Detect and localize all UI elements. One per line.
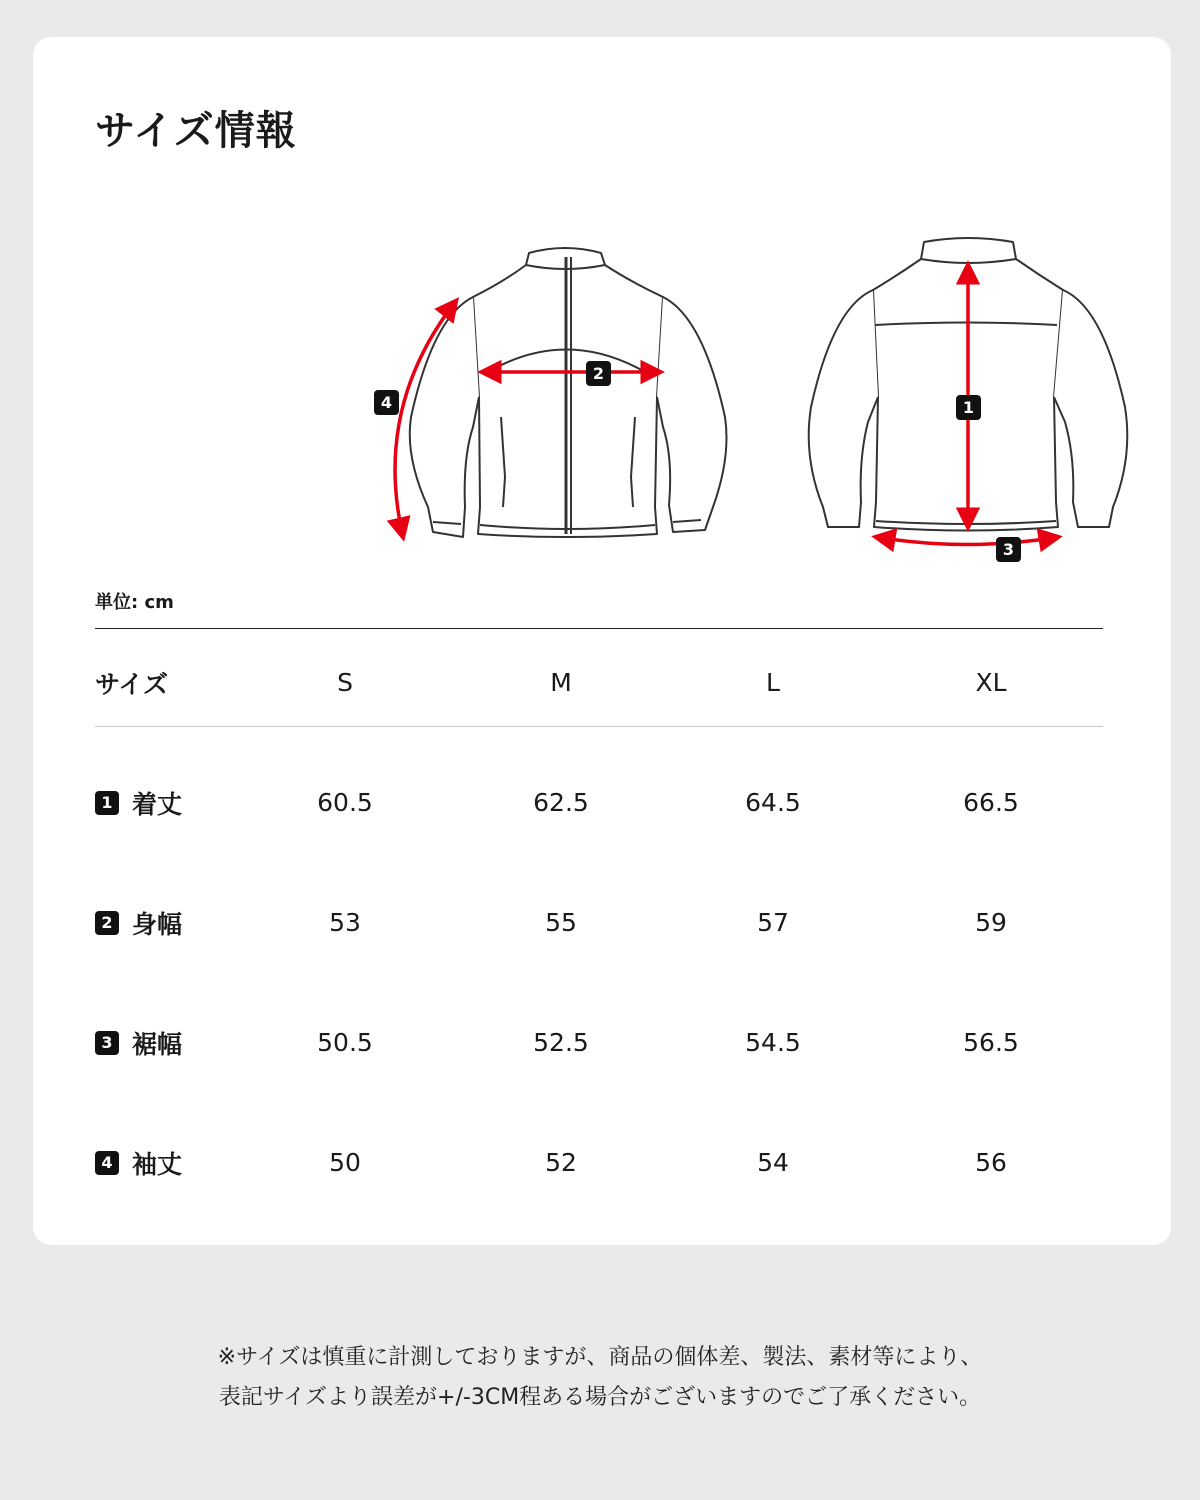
note-line-2: 表記サイズより誤差が+/-3CM程ある場合がございますのでご了承ください。 — [218, 1385, 982, 1410]
table-header-rule — [95, 726, 1103, 727]
header-size-label: サイズ — [95, 670, 169, 699]
header-size-m: M — [550, 668, 572, 697]
table-cell: 54 — [757, 1148, 789, 1177]
jacket-measurement-diagram — [33, 37, 1171, 577]
row-label: 袖丈 — [132, 1150, 183, 1179]
table-cell: 53 — [329, 908, 361, 937]
header-size-s: S — [337, 668, 353, 697]
table-row-length — [95, 773, 1103, 833]
row-badge: 1 — [95, 791, 119, 815]
table-cell: 52.5 — [533, 1028, 589, 1057]
marker-4-text: 4 — [380, 393, 393, 412]
page-title: サイズ情報 — [95, 108, 297, 154]
table-cell: 54.5 — [745, 1028, 801, 1057]
row-badge: 2 — [95, 911, 119, 935]
table-cell: 59 — [975, 908, 1007, 937]
table-cell: 52 — [545, 1148, 577, 1177]
marker-2-text: 2 — [592, 364, 605, 383]
arrow-hem-width — [876, 537, 1058, 545]
marker-2-badge — [586, 361, 611, 386]
row-label: 身幅 — [132, 910, 183, 939]
table-row-body-width — [95, 893, 1103, 953]
table-top-rule — [95, 628, 1103, 629]
jacket-front-illustration — [410, 248, 727, 537]
note-line-1: ※サイズは慎重に計測しておりますが、商品の個体差、製法、素材等により、 — [217, 1345, 983, 1370]
table-header-row — [95, 653, 1103, 713]
table-row-sleeve-length — [95, 1133, 1103, 1193]
table-cell: 50 — [329, 1148, 361, 1177]
marker-3-text: 3 — [1002, 540, 1015, 559]
header-size-l: L — [766, 668, 780, 697]
table-cell: 56.5 — [963, 1028, 1019, 1057]
marker-4-badge — [374, 390, 399, 415]
table-cell: 62.5 — [533, 788, 589, 817]
row-badge: 3 — [95, 1031, 119, 1055]
row-label: 裾幅 — [132, 1030, 183, 1059]
size-info-card — [33, 37, 1171, 1245]
table-cell: 60.5 — [317, 788, 373, 817]
table-cell: 55 — [545, 908, 577, 937]
table-cell: 50.5 — [317, 1028, 373, 1057]
unit-label: 単位: cm — [95, 592, 174, 613]
header-size-xl: XL — [975, 668, 1007, 697]
marker-1-text: 1 — [962, 398, 975, 417]
table-row-hem-width — [95, 1013, 1103, 1073]
marker-1-badge — [956, 395, 981, 420]
table-cell: 64.5 — [745, 788, 801, 817]
disclaimer-note — [0, 1338, 1200, 1418]
table-cell: 56 — [975, 1148, 1007, 1177]
marker-3-badge — [996, 537, 1021, 562]
row-badge: 4 — [95, 1151, 119, 1175]
table-cell: 66.5 — [963, 788, 1019, 817]
table-cell: 57 — [757, 908, 789, 937]
row-label: 着丈 — [132, 790, 183, 819]
